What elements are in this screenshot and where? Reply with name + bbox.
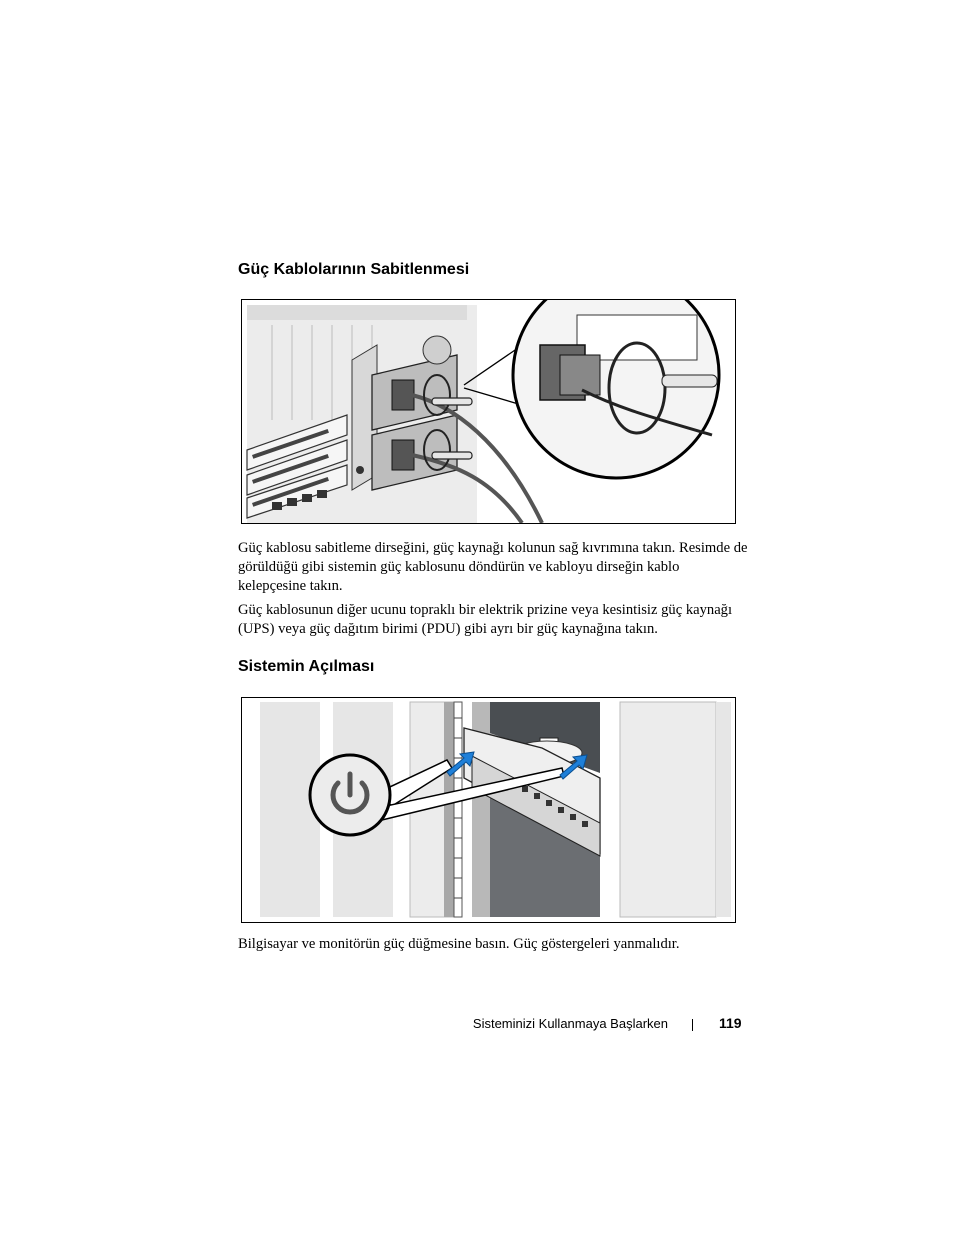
page-number: 119 [719,1015,742,1031]
paragraph-power-on: Bilgisayar ve monitörün güç düğmesine basın. Güç göstergeleri yanmalıdır. [238,936,680,952]
footer-separator [692,1019,693,1031]
power-cable-illustration [241,299,736,524]
section-heading-power-on: Sistemin Açılması [238,658,375,675]
footer-chapter-title: Sisteminizi Kullanmaya Başlarken [472,1016,668,1031]
paragraph-cable-outlet: Güç kablosunun diğer ucunu topraklı bir elektrik prizine veya kesintisiz güç kaynağı (UPS) veya güç dağıtım birimi (PDU) gibi ayrı bir güç kaynağına takın. [238,602,733,637]
power-button-illustration [241,697,736,923]
paragraph-cable-clip: Güç kablosu sabitleme dirseğini, güç kaynağı kolunun sağ kıvrımına takın. Resimde de görüldüğü gibi sistemin güç kablosunu döndürün ve kabloyu dirseğin kablo kelepçesine takın. [238,540,748,594]
section-heading-power-cables: Güç Kablolarının Sabitlenmesi [238,261,470,278]
